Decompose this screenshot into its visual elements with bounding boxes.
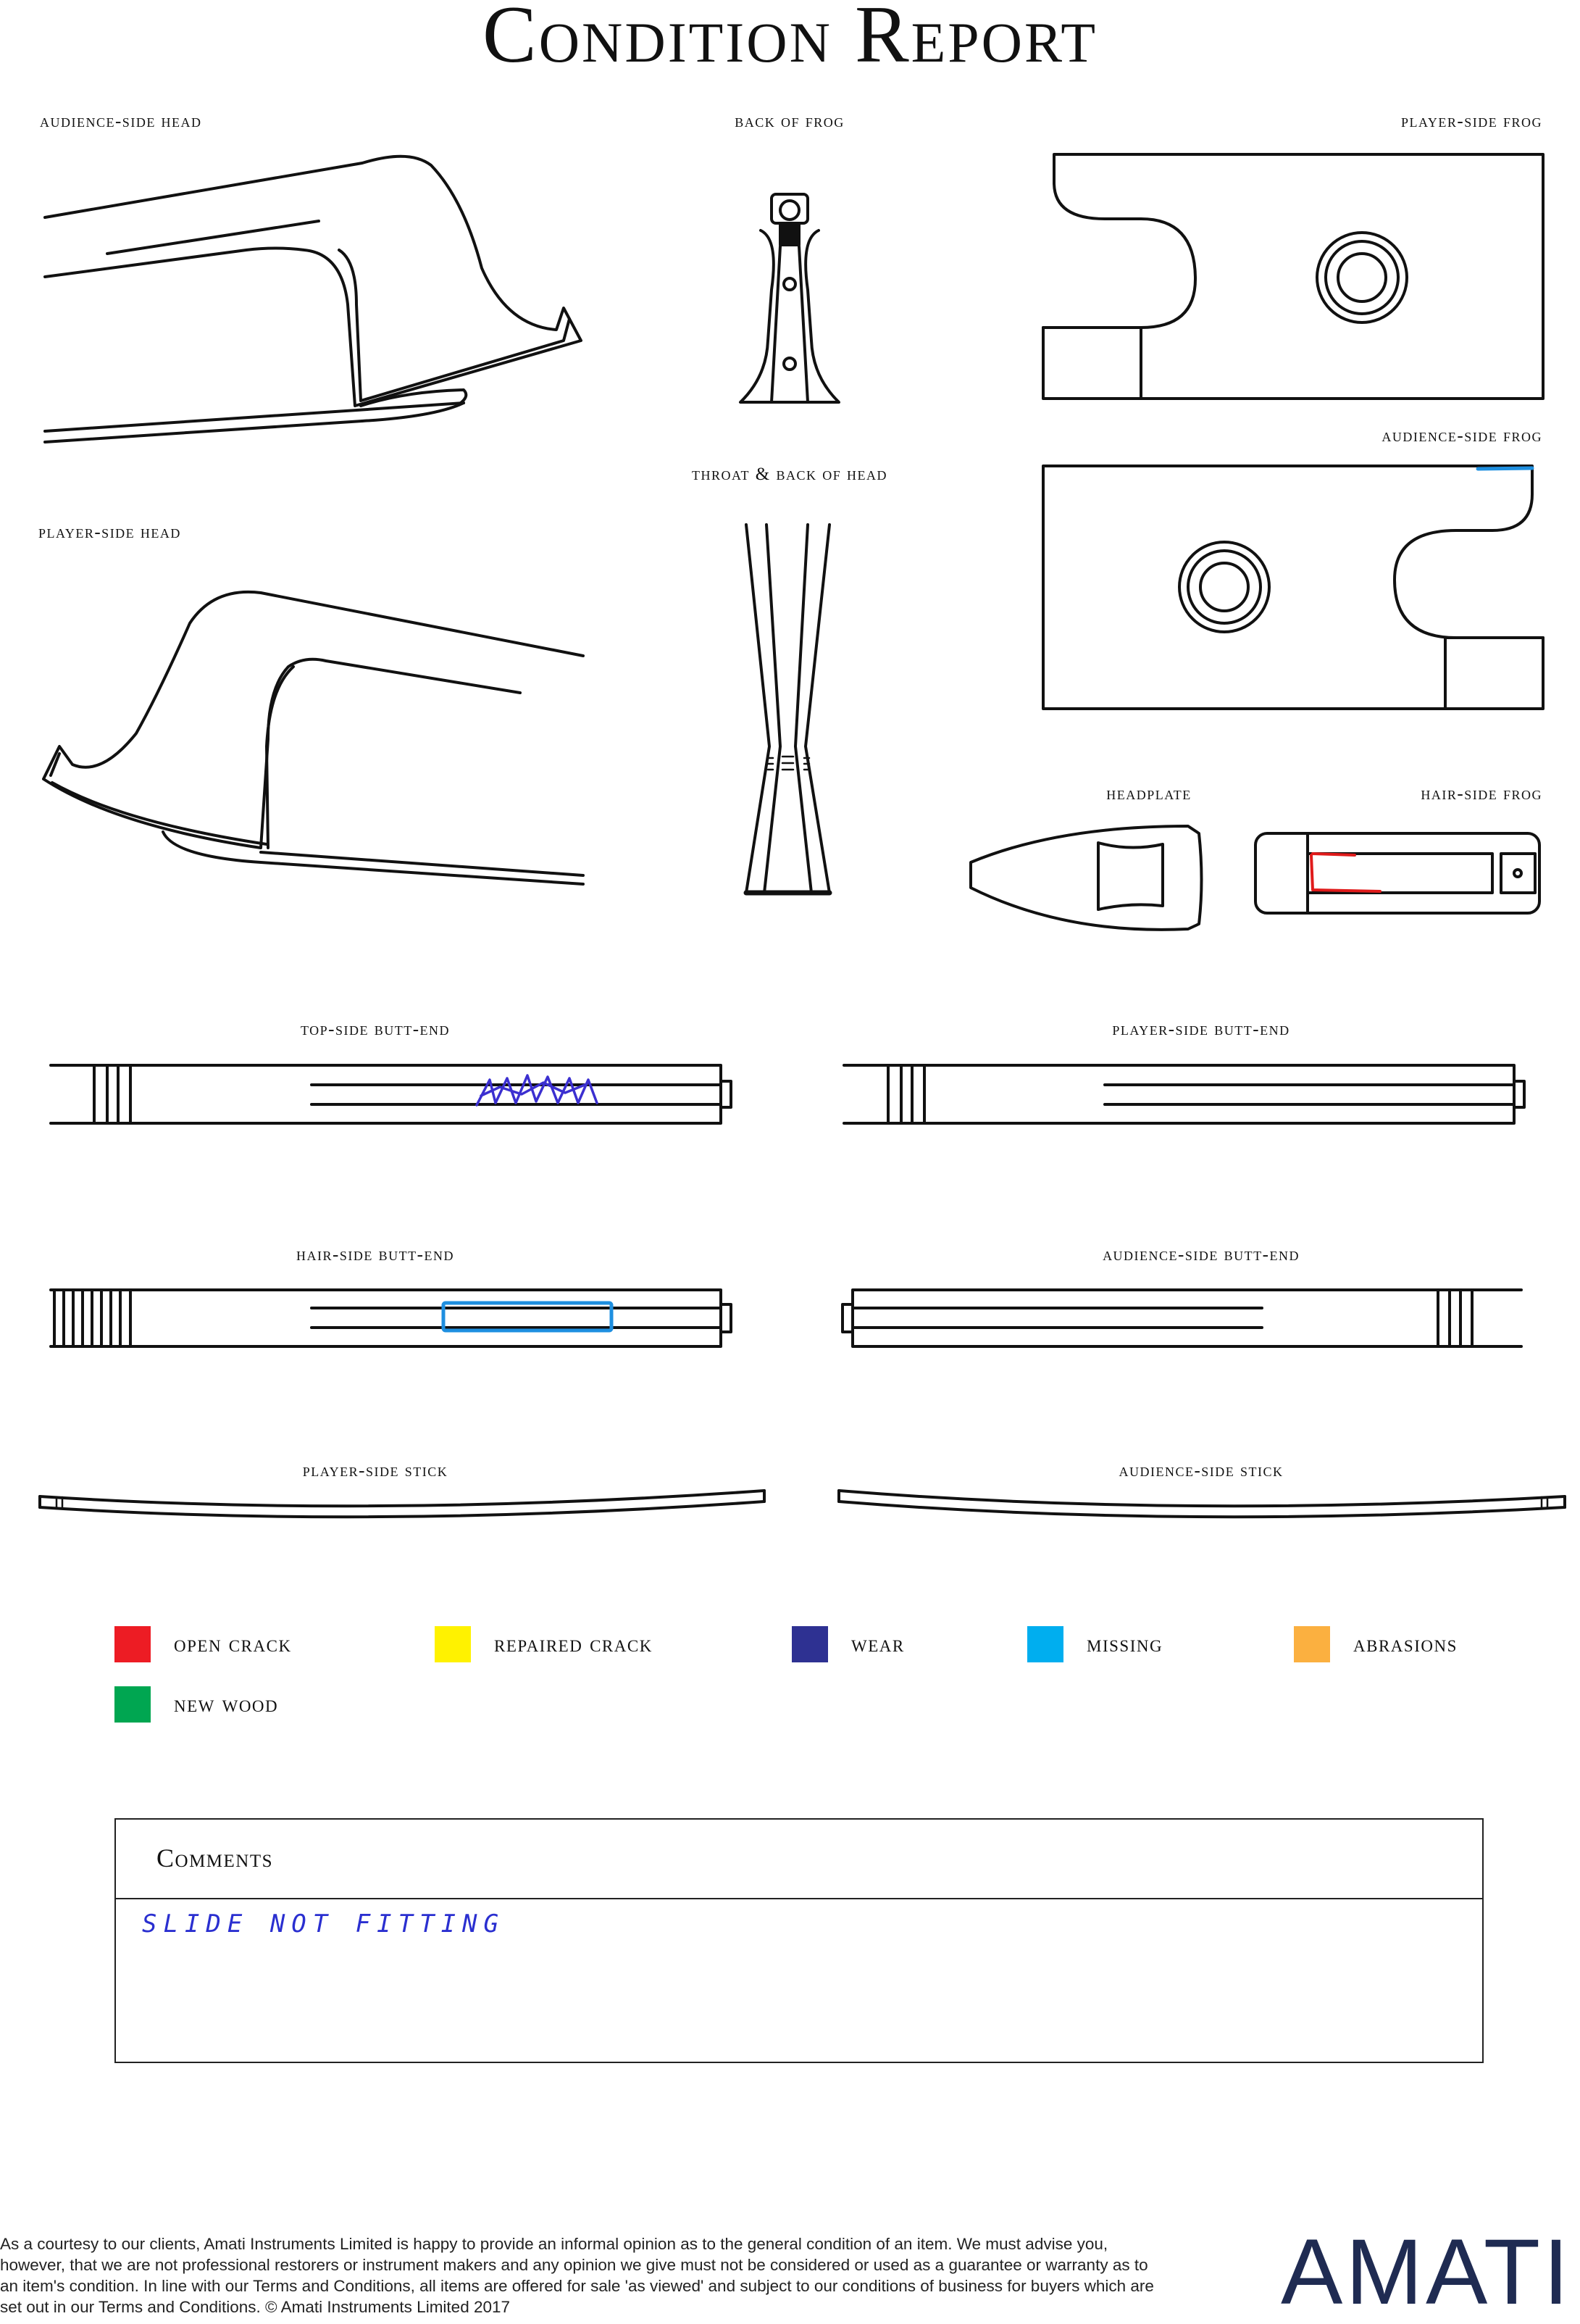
hair-side-frog-drawing[interactable]: [1255, 833, 1539, 913]
legend-swatch: [114, 1686, 151, 1723]
legend-repaired-crack: [435, 1626, 653, 1662]
label-top-side-butt-end: top-side butt-end: [300, 1020, 451, 1039]
disclaimer-text: As a courtesy to our clients, Amati Instruments Limited is happy to provide an informal opinion as to the general condition of an item. We must advise you, however, that we are not professional restorers or instrument makers and any opinion we give must not be considered or used as a guarantee or warranty as to an item's condition. In line with our Terms and Conditions, all items are offered for sale 'as viewed' and subject to our conditions of business for buyers which are set out in our Terms and Conditions. © Amati Instruments Limited 2017: [0, 2235, 1154, 2316]
label-hair-side-frog: hair-side frog: [1421, 784, 1542, 804]
label-audience-side-butt-end: audience-side butt-end: [1103, 1245, 1300, 1265]
legend-swatch: [435, 1626, 471, 1662]
back-of-frog-drawing[interactable]: [740, 194, 839, 402]
label-player-side-head: player-side head: [38, 522, 181, 542]
comments-text[interactable]: SLIDE NOT FITTING: [142, 1909, 505, 1938]
comments-box[interactable]: [114, 1818, 1484, 2063]
legend-new-wood: [114, 1686, 278, 1723]
legend-abrasions: [1294, 1626, 1458, 1662]
legend-label: repaired crack: [494, 1630, 653, 1657]
top-side-butt-end-drawing[interactable]: [51, 1065, 731, 1123]
audience-side-stick-drawing[interactable]: [839, 1491, 1565, 1517]
label-player-side-frog: player-side frog: [1401, 112, 1542, 131]
headplate-drawing[interactable]: [971, 826, 1202, 930]
label-audience-side-head: audience-side head: [40, 112, 202, 131]
legend-swatch: [792, 1626, 828, 1662]
player-side-stick-drawing[interactable]: [40, 1491, 764, 1517]
label-hair-side-butt-end: hair-side butt-end: [296, 1245, 454, 1265]
legend-swatch: [114, 1626, 151, 1662]
audience-side-butt-end-drawing[interactable]: [843, 1290, 1521, 1346]
throat-back-of-head-drawing[interactable]: [746, 525, 829, 893]
player-side-head-drawing[interactable]: [43, 592, 583, 884]
legend-label: open crack: [174, 1630, 292, 1657]
legend-swatch: [1294, 1626, 1330, 1662]
label-back-of-frog: back of frog: [735, 112, 845, 131]
label-throat-back-of-head: throat & back of head: [692, 465, 887, 484]
label-player-side-stick: player-side stick: [302, 1461, 448, 1480]
page-title: Condition Report: [482, 0, 1098, 80]
hair-side-butt-end-drawing[interactable]: [51, 1290, 731, 1346]
comments-header: [116, 1820, 1482, 1899]
legend-open-crack: [114, 1626, 292, 1662]
label-audience-side-frog: audience-side frog: [1382, 426, 1542, 446]
player-side-butt-end-drawing[interactable]: [844, 1065, 1524, 1123]
amati-logo: AMATI: [1281, 2220, 1572, 2324]
player-side-frog-drawing[interactable]: [1043, 154, 1543, 399]
legend-swatch: [1027, 1626, 1063, 1662]
audience-side-head-drawing[interactable]: [45, 157, 581, 442]
label-player-side-butt-end: player-side butt-end: [1112, 1020, 1290, 1039]
legend-wear: [792, 1626, 905, 1662]
legend-label: abrasions: [1353, 1630, 1458, 1657]
label-audience-side-stick: audience-side stick: [1119, 1461, 1284, 1480]
legend-label: wear: [851, 1630, 905, 1657]
legend-missing: [1027, 1626, 1163, 1662]
comments-title: Comments: [156, 1844, 274, 1873]
audience-side-frog-drawing[interactable]: [1043, 466, 1543, 709]
legend-label: missing: [1087, 1630, 1163, 1657]
legend-label: new wood: [174, 1691, 279, 1717]
label-headplate: headplate: [1106, 784, 1192, 804]
